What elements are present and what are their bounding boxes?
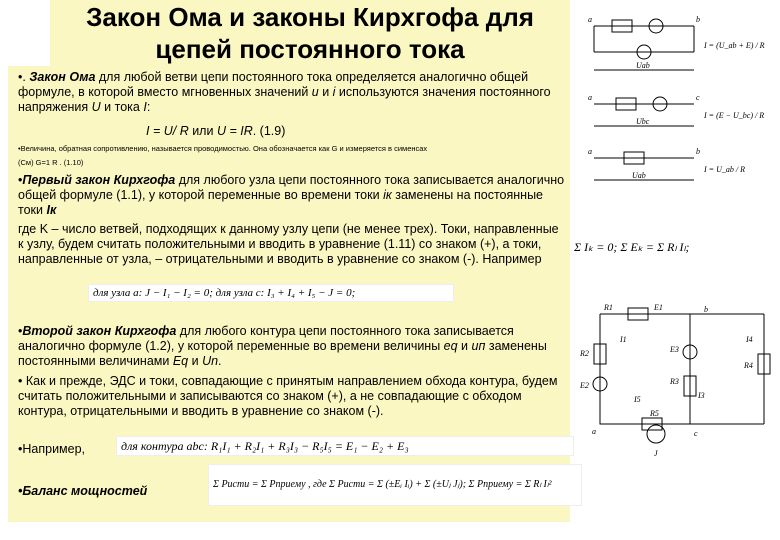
label-i5: I5: [634, 395, 641, 404]
text-part: для любого контура цепи постоянного тока записывается аналогично формуле (1.2), у которой переменные во времени величины: [18, 324, 514, 353]
text-part: :: [146, 100, 151, 114]
var-Ik: Iк: [46, 203, 57, 217]
text-part: и: [188, 354, 203, 368]
node-c: c: [694, 429, 698, 438]
power-balance-label: •Баланс мощностей: [18, 484, 148, 498]
equation-number: . (1.9): [252, 124, 286, 138]
label-i3: I3: [698, 391, 705, 400]
var-ik: iк: [383, 188, 392, 202]
label-r2: R2: [580, 349, 589, 358]
kirchhoff-1-term: Первый закон Кирхгофа: [22, 173, 176, 187]
node-a: a: [592, 427, 596, 436]
label-i1: I1: [620, 335, 627, 344]
var-un: uп: [471, 339, 486, 353]
node-b: b: [704, 305, 708, 314]
contour-example: для контура abc: R₁I₁ + R₂I₁ + R₃I₃ − R₅I₅ = E₁ − E₂ + E₃: [116, 436, 574, 456]
text-part: заменены постоянными величинами: [18, 339, 547, 368]
label-r4: R4: [744, 361, 753, 370]
text-part: для любой ветви цепи постоянного тока определяется аналогично общей формуле, в которой вместо мгновенных значений: [18, 70, 529, 99]
formula-f3: I = U_ab / R: [704, 165, 745, 174]
kirchhoff-2-term: Второй закон Кирхгофа: [22, 324, 177, 338]
node-b: b: [696, 15, 700, 24]
or-word: или: [192, 124, 214, 138]
text-part: и: [318, 85, 333, 99]
slide-title: Закон Ома и законы Кирхгофа для цепей постоянного тока: [86, 2, 534, 64]
text-part: заменены на постоянные токи: [18, 188, 544, 217]
kirchhoff-1-paragraph: [18, 173, 566, 218]
var-eq: eq: [443, 339, 458, 353]
label-e1: E1: [654, 303, 663, 312]
kirchhoff-sums-formula: Σ Iₖ = 0; Σ Eₖ = Σ Rₗ Iₗ;: [574, 222, 778, 272]
ohm-law-paragraph: [18, 70, 566, 115]
var-u: u: [311, 85, 319, 99]
node-a: a: [588, 15, 592, 24]
label-r5: R5: [650, 409, 659, 418]
conductance-note: [18, 144, 566, 168]
contour-circuit-figure: [574, 284, 778, 460]
title-box: [50, 0, 570, 66]
bullet: •.: [18, 70, 26, 84]
text-part: для любого узла цепи постоянного тока записывается аналогично общей формуле (1.1), у которой переменные во времени токи: [18, 173, 565, 202]
uab-label: Uab: [632, 171, 646, 180]
text-part: .: [218, 354, 222, 368]
kirchhoff-2-rule: • Как и прежде, ЭДС и токи, совпадающие с принятым направлением обхода контура, будем считать положительными и записываются со знаком (+), а не совпадающие с обходом контура, отрицательными и вводить в уравнение со знаком (-).: [18, 374, 558, 418]
label-r3: R3: [670, 377, 679, 386]
text-part: и: [457, 339, 472, 353]
node-example: для узла а: J − I₁ − I₂ = 0; для узла с: I₃ + I₄ + I₅ − J = 0;: [88, 284, 454, 302]
node-a: a: [588, 93, 592, 102]
label-i4: I4: [746, 335, 753, 344]
var-Un: Un: [202, 354, 219, 368]
var-Eq: Eq: [172, 354, 189, 368]
var-I: I: [143, 100, 147, 114]
label-r1: R1: [604, 303, 613, 312]
branch-circuits-figure: [576, 0, 780, 192]
kirchhoff-1-where: где K – число ветвей, подходящих к данному узлу цепи (не менее трех). Токи, направленные к узлу, будем считать положительными и вводить в уравнение (1.11) со знаком (+), а токи, направленные от узла, – отрицательными и вводить в уравнение со знаком (-). Например: [18, 222, 559, 266]
label-e2: E2: [580, 381, 589, 390]
kirchhoff-2-example-label: •Например,: [18, 442, 86, 456]
note-line-2: (См) G=1 R . (1.10): [18, 158, 84, 167]
var-i: i: [332, 85, 336, 99]
bullet: •: [18, 173, 23, 187]
kirchhoff-2-paragraph: [18, 324, 566, 369]
ohm-law-term: Закон Ома: [29, 70, 96, 84]
node-b: b: [696, 147, 700, 156]
node-a: a: [588, 147, 592, 156]
content-panel: [8, 66, 570, 522]
ubc-label: Ubc: [636, 117, 650, 126]
var-U: U: [91, 100, 101, 114]
current-source-j-icon: [647, 425, 665, 443]
node-c: c: [696, 93, 700, 102]
label-j: J: [654, 449, 658, 458]
text-part: используются значения постоянного напряжения: [18, 85, 551, 114]
formula-f2: I = (E − U_bc) / R: [704, 111, 765, 120]
text-part: и тока: [100, 100, 144, 114]
formula-2: U = IR: [216, 124, 253, 138]
label-e3: E3: [670, 345, 679, 354]
bullet: •: [18, 324, 23, 338]
power-balance-formula: Σ Pисти = Σ Pприему , где Σ Pисти = Σ (±Eᵢ Iᵢ) + Σ (±Uⱼ Jⱼ); Σ Pприему = Σ Rₗ Iₗ²: [208, 464, 582, 506]
formula-f1: I = (U_ab + E) / R: [704, 41, 765, 50]
formula-1: I = U/ R: [146, 124, 189, 138]
ohm-formula: [146, 124, 446, 139]
note-line-1: •Величина, обратная сопротивлению, называется проводимостью. Она обозначается как G и измеряется в сименсах: [18, 144, 428, 153]
uab-label: Uab: [636, 61, 650, 70]
